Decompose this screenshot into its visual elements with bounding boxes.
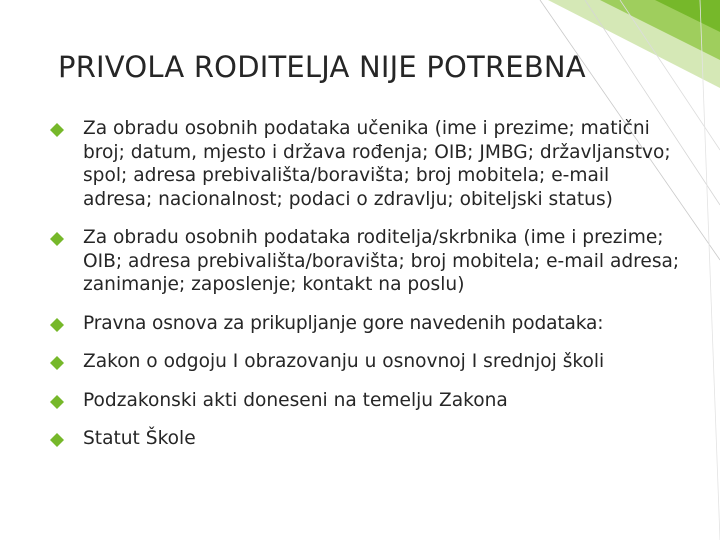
bullet-text: Za obradu osobnih podataka učenika (ime i prezime; matični broj; datum, mjesto i država rođenja; OIB; JMBG; državljanstvo; spol; adresa prebivališta/boravišta; broj mobitela; e-mail adresa; nacionalnost; podaci o zdravlju; obiteljski status) <box>83 118 671 210</box>
diamond-bullet-icon <box>50 350 72 370</box>
diamond-bullet-icon <box>50 389 72 409</box>
bullet-text: Za obradu osobnih podataka roditelja/skrbnika (ime i prezime; OIB; adresa prebivališta/boravišta; broj mobitela; e-mail adresa; zanimanje; zaposlenje; kontakt na poslu) <box>83 227 680 295</box>
bullet-list <box>50 117 680 466</box>
diamond-bullet-icon <box>50 117 72 137</box>
slide-title: PRIVOLA RODITELJA NIJE POTREBNA <box>58 50 586 84</box>
bullet-item <box>50 427 680 451</box>
bullet-text: Zakon o odgoju I obrazovanju u osnovnoj I srednjoj školi <box>83 351 605 372</box>
bullet-text: Statut Škole <box>83 428 196 449</box>
bullet-item <box>50 117 680 211</box>
bullet-text: Pravna osnova za prikupljanje gore navedenih podataka: <box>83 312 604 334</box>
bullet-text: Podzakonski akti doneseni na temelju Zakona <box>83 389 508 411</box>
diamond-bullet-icon <box>50 226 72 246</box>
bullet-item <box>50 312 680 336</box>
diamond-bullet-icon <box>50 312 72 332</box>
bullet-item <box>50 389 680 413</box>
bullet-item <box>50 226 680 297</box>
diamond-bullet-icon <box>50 427 72 447</box>
bullet-item <box>50 350 680 374</box>
